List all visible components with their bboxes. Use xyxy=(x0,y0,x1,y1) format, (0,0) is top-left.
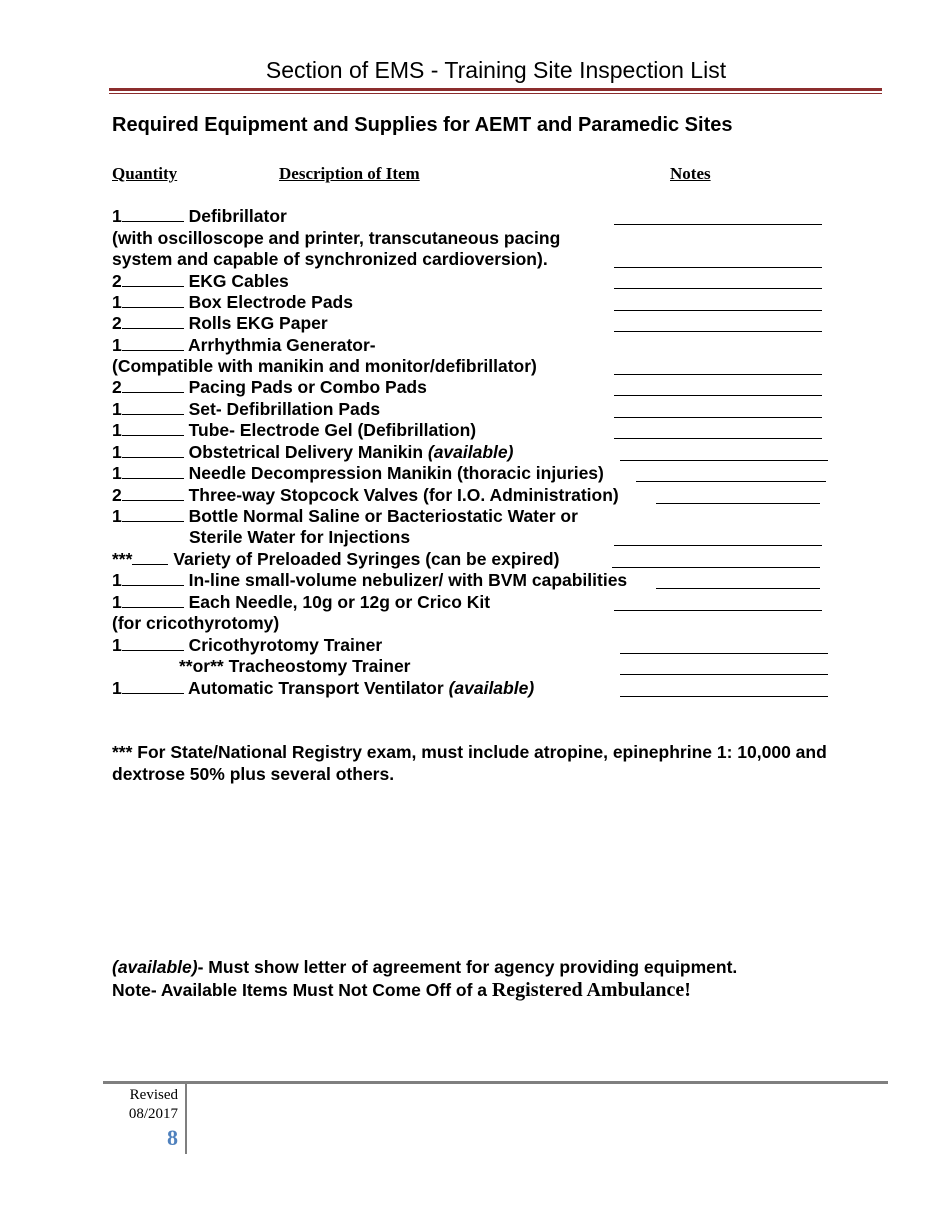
item-text: (for cricothyrotomy) xyxy=(112,613,280,633)
header-rule xyxy=(109,88,882,91)
ambulance-note xyxy=(112,979,691,1002)
qty-blank xyxy=(122,292,184,308)
footer-rule xyxy=(103,1081,888,1084)
item-text: Defibrillator xyxy=(188,206,287,226)
notes-line xyxy=(614,438,822,439)
footnote-line-1: *** For State/National Registry exam, must include atropine, epinephrine 1: 10,000 and xyxy=(112,742,827,762)
revised-label: Revised xyxy=(129,1087,178,1103)
item-text: Pacing Pads or Combo Pads xyxy=(188,377,427,397)
available-tag: (available) xyxy=(448,678,535,698)
notes-line xyxy=(614,374,822,375)
qty-blank xyxy=(132,549,168,565)
item-qty: 2 xyxy=(112,313,122,333)
available-italic: (available) xyxy=(112,957,198,977)
item-text: Cricothyrotomy Trainer xyxy=(188,635,383,655)
qty-blank xyxy=(122,463,184,479)
item-qty: 1 xyxy=(112,463,122,483)
column-header-quantity: Quantity xyxy=(112,164,178,183)
qty-blank xyxy=(122,377,184,393)
notes-line xyxy=(614,610,822,611)
qty-blank xyxy=(122,678,184,694)
section-heading: Required Equipment and Supplies for AEMT and Paramedic Sites xyxy=(112,114,733,136)
item-row xyxy=(112,549,559,570)
item-row xyxy=(112,506,578,527)
item-text: system and capable of synchronized cardioversion). xyxy=(112,249,548,269)
qty-blank xyxy=(122,420,184,436)
item-qty: 1 xyxy=(112,592,122,612)
item-row xyxy=(112,420,476,441)
item-row xyxy=(112,313,328,334)
item-row xyxy=(112,613,279,634)
header-rule-thin xyxy=(109,93,882,94)
item-row xyxy=(112,678,534,699)
page-number: 8 xyxy=(167,1125,178,1150)
item-row xyxy=(112,377,427,398)
qty-blank xyxy=(122,506,184,522)
notes-line xyxy=(656,503,820,504)
qty-blank xyxy=(122,635,184,651)
item-qty: 1 xyxy=(112,292,122,312)
item-text: Arrhythmia Generator- xyxy=(187,335,376,355)
qty-blank xyxy=(122,485,184,501)
page-header-title: Section of EMS - Training Site Inspection List xyxy=(265,57,727,83)
item-row xyxy=(112,485,619,506)
qty-blank xyxy=(122,335,184,351)
item-row xyxy=(179,656,410,677)
item-qty: 2 xyxy=(112,485,122,505)
item-row xyxy=(112,206,287,227)
item-qty: 2 xyxy=(112,271,122,291)
item-row xyxy=(112,249,548,270)
item-row xyxy=(112,335,376,356)
item-qty: 1 xyxy=(112,206,122,226)
qty-blank xyxy=(122,592,184,608)
notes-line xyxy=(656,588,820,589)
qty-blank xyxy=(122,271,184,287)
item-row xyxy=(189,527,410,548)
item-row xyxy=(112,570,627,591)
notes-line xyxy=(620,674,828,675)
qty-blank xyxy=(122,399,184,415)
available-note-text: - Must show letter of agreement for agency providing equipment. xyxy=(197,957,738,977)
item-qty: 1 xyxy=(112,420,122,440)
item-qty: *** xyxy=(112,549,133,569)
item-row xyxy=(112,356,537,377)
qty-blank xyxy=(122,206,184,222)
item-text: EKG Cables xyxy=(188,271,289,291)
item-text: (Compatible with manikin and monitor/defibrillator) xyxy=(112,356,537,376)
item-text: **or** Tracheostomy Trainer xyxy=(179,656,411,676)
item-row xyxy=(112,463,604,484)
column-header-notes: Notes xyxy=(670,164,711,183)
item-text: Each Needle, 10g or 12g or Crico Kit xyxy=(188,592,491,612)
item-text: Variety of Preloaded Syringes (can be expired) xyxy=(173,549,560,569)
notes-line xyxy=(614,224,822,225)
item-qty: 2 xyxy=(112,377,122,397)
notes-line xyxy=(620,696,828,697)
notes-line xyxy=(612,567,820,568)
item-row xyxy=(112,442,513,463)
item-text: In-line small-volume nebulizer/ with BVM capabilities xyxy=(188,570,628,590)
item-qty: 1 xyxy=(112,335,122,355)
item-text: Obstetrical Delivery Manikin xyxy=(188,442,428,462)
item-text: Bottle Normal Saline or Bacteriostatic Water or xyxy=(188,506,578,526)
item-qty: 1 xyxy=(112,442,122,462)
item-text: Tube- Electrode Gel (Defibrillation) xyxy=(188,420,477,440)
notes-line xyxy=(614,331,822,332)
item-qty: 1 xyxy=(112,635,122,655)
item-qty: 1 xyxy=(112,678,122,698)
item-row xyxy=(112,592,490,613)
column-header-description: Description of Item xyxy=(279,164,420,183)
notes-line xyxy=(614,310,822,311)
available-note xyxy=(112,957,737,978)
item-row xyxy=(112,292,353,313)
footnote-line-2: dextrose 50% plus several others. xyxy=(112,764,395,784)
qty-blank xyxy=(122,442,184,458)
item-qty: 1 xyxy=(112,506,122,526)
notes-line xyxy=(614,288,822,289)
registered-ambulance-text: Registered Ambulance! xyxy=(491,979,691,1001)
item-text: Automatic Transport Ventilator xyxy=(187,678,449,698)
item-text: Needle Decompression Manikin (thoracic injuries) xyxy=(188,463,604,483)
item-text: (with oscilloscope and printer, transcutaneous pacing xyxy=(112,228,561,248)
item-row xyxy=(112,228,560,249)
notes-line xyxy=(636,481,826,482)
item-qty: 1 xyxy=(112,399,122,419)
item-row xyxy=(112,271,289,292)
footer-divider xyxy=(185,1084,187,1154)
qty-blank xyxy=(122,313,184,329)
item-text: Box Electrode Pads xyxy=(188,292,353,312)
item-qty: 1 xyxy=(112,570,122,590)
ambulance-note-text: Note- Available Items Must Not Come Off of a xyxy=(112,980,492,1000)
item-text: Sterile Water for Injections xyxy=(189,527,411,547)
qty-blank xyxy=(122,570,184,586)
notes-line xyxy=(614,417,822,418)
notes-line xyxy=(614,545,822,546)
notes-line xyxy=(620,653,828,654)
item-text: Rolls EKG Paper xyxy=(188,313,328,333)
revised-date: 08/2017 xyxy=(128,1106,178,1122)
item-row xyxy=(112,635,382,656)
item-row xyxy=(112,399,380,420)
notes-line xyxy=(614,267,822,268)
available-tag: (available) xyxy=(427,442,514,462)
notes-line xyxy=(614,395,822,396)
notes-line xyxy=(620,460,828,461)
item-text: Set- Defibrillation Pads xyxy=(188,399,381,419)
item-text: Three-way Stopcock Valves (for I.O. Administration) xyxy=(188,485,619,505)
